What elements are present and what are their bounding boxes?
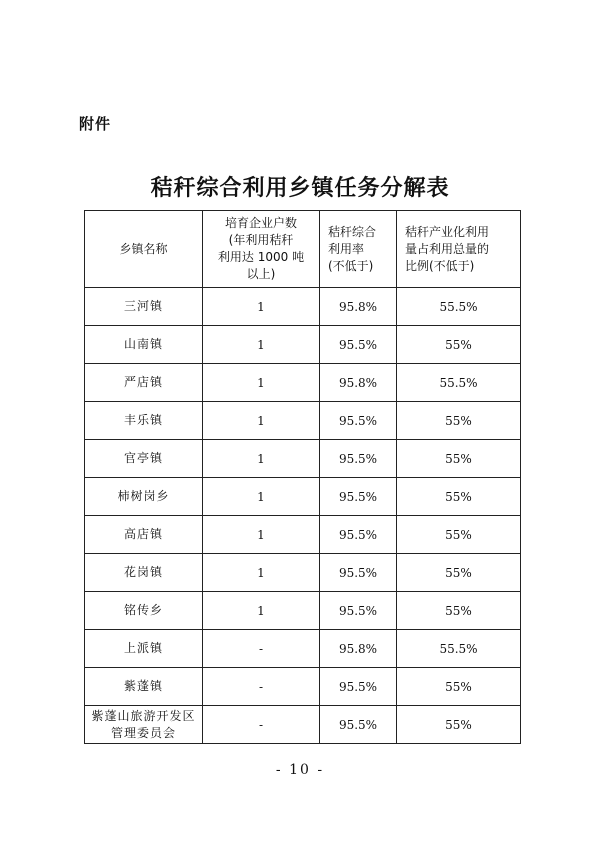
town-cell: 三河镇 xyxy=(85,288,203,326)
town-cell: 严店镇 xyxy=(85,364,203,402)
rate-cell: 95.5% xyxy=(320,706,397,744)
header-rate-text: 秸秆综合 利用率 (不低于) xyxy=(328,224,377,273)
town-cell: 山南镇 xyxy=(85,326,203,364)
rate-cell: 95.5% xyxy=(320,326,397,364)
industrial-ratio-cell: 55% xyxy=(397,516,521,554)
header-town-text: 乡镇名称 xyxy=(119,241,168,256)
header-town xyxy=(85,211,203,288)
industrial-ratio-cell: 55.5% xyxy=(397,288,521,326)
enterprises-cell: 1 xyxy=(203,478,320,516)
header-enterprises-text: 培育企业户数 (年利用秸秆 利用达 1000 吨 以上) xyxy=(217,216,305,281)
header-enterprises xyxy=(203,211,320,288)
town-cell: 紫蓬镇 xyxy=(85,668,203,706)
enterprises-cell: - xyxy=(203,668,320,706)
enterprises-cell: 1 xyxy=(203,288,320,326)
rate-cell: 95.5% xyxy=(320,592,397,630)
rate-cell: 95.5% xyxy=(320,554,397,592)
table-row xyxy=(85,706,521,744)
town-cell: 丰乐镇 xyxy=(85,402,203,440)
table-row xyxy=(85,440,521,478)
enterprises-cell: 1 xyxy=(203,554,320,592)
table-header-row xyxy=(85,211,521,288)
task-table xyxy=(84,210,521,744)
enterprises-cell: 1 xyxy=(203,516,320,554)
town-cell: 柿树岗乡 xyxy=(85,478,203,516)
page-title: 秸秆综合利用乡镇任务分解表 xyxy=(150,175,450,201)
town-cell: 花岗镇 xyxy=(85,554,203,592)
industrial-ratio-cell: 55% xyxy=(397,554,521,592)
table-row xyxy=(85,554,521,592)
enterprises-cell: - xyxy=(203,706,320,744)
enterprises-cell: 1 xyxy=(203,592,320,630)
rate-cell: 95.5% xyxy=(320,478,397,516)
attachment-label: 附件 xyxy=(79,115,112,133)
page-number: - 10 - xyxy=(275,762,325,778)
rate-cell: 95.5% xyxy=(320,516,397,554)
town-cell: 高店镇 xyxy=(85,516,203,554)
rate-cell: 95.8% xyxy=(320,364,397,402)
table-row xyxy=(85,630,521,668)
rate-cell: 95.8% xyxy=(320,630,397,668)
table-row xyxy=(85,516,521,554)
industrial-ratio-cell: 55% xyxy=(397,326,521,364)
industrial-ratio-cell: 55% xyxy=(397,478,521,516)
industrial-ratio-cell: 55.5% xyxy=(397,630,521,668)
rate-cell: 95.5% xyxy=(320,440,397,478)
table-row xyxy=(85,478,521,516)
industrial-ratio-cell: 55% xyxy=(397,668,521,706)
table-row xyxy=(85,288,521,326)
town-cell: 官亭镇 xyxy=(85,440,203,478)
enterprises-cell: - xyxy=(203,630,320,668)
enterprises-cell: 1 xyxy=(203,402,320,440)
table-row xyxy=(85,592,521,630)
town-cell: 铭传乡 xyxy=(85,592,203,630)
table-row xyxy=(85,326,521,364)
enterprises-cell: 1 xyxy=(203,440,320,478)
rate-cell: 95.8% xyxy=(320,288,397,326)
header-industrial-ratio-text: 秸秆产业化利用 量占利用总量的 比例(不低于) xyxy=(405,224,490,273)
industrial-ratio-cell: 55% xyxy=(397,706,521,744)
industrial-ratio-cell: 55% xyxy=(397,440,521,478)
town-cell: 紫蓬山旅游开发区 管理委员会 xyxy=(85,706,203,744)
town-cell: 上派镇 xyxy=(85,630,203,668)
enterprises-cell: 1 xyxy=(203,326,320,364)
rate-cell: 95.5% xyxy=(320,402,397,440)
table-body xyxy=(85,288,521,744)
industrial-ratio-cell: 55.5% xyxy=(397,364,521,402)
industrial-ratio-cell: 55% xyxy=(397,592,521,630)
rate-cell: 95.5% xyxy=(320,668,397,706)
table-row xyxy=(85,402,521,440)
industrial-ratio-cell: 55% xyxy=(397,402,521,440)
header-rate xyxy=(320,211,397,288)
enterprises-cell: 1 xyxy=(203,364,320,402)
table-row xyxy=(85,668,521,706)
table-row xyxy=(85,364,521,402)
header-industrial-ratio xyxy=(397,211,521,288)
